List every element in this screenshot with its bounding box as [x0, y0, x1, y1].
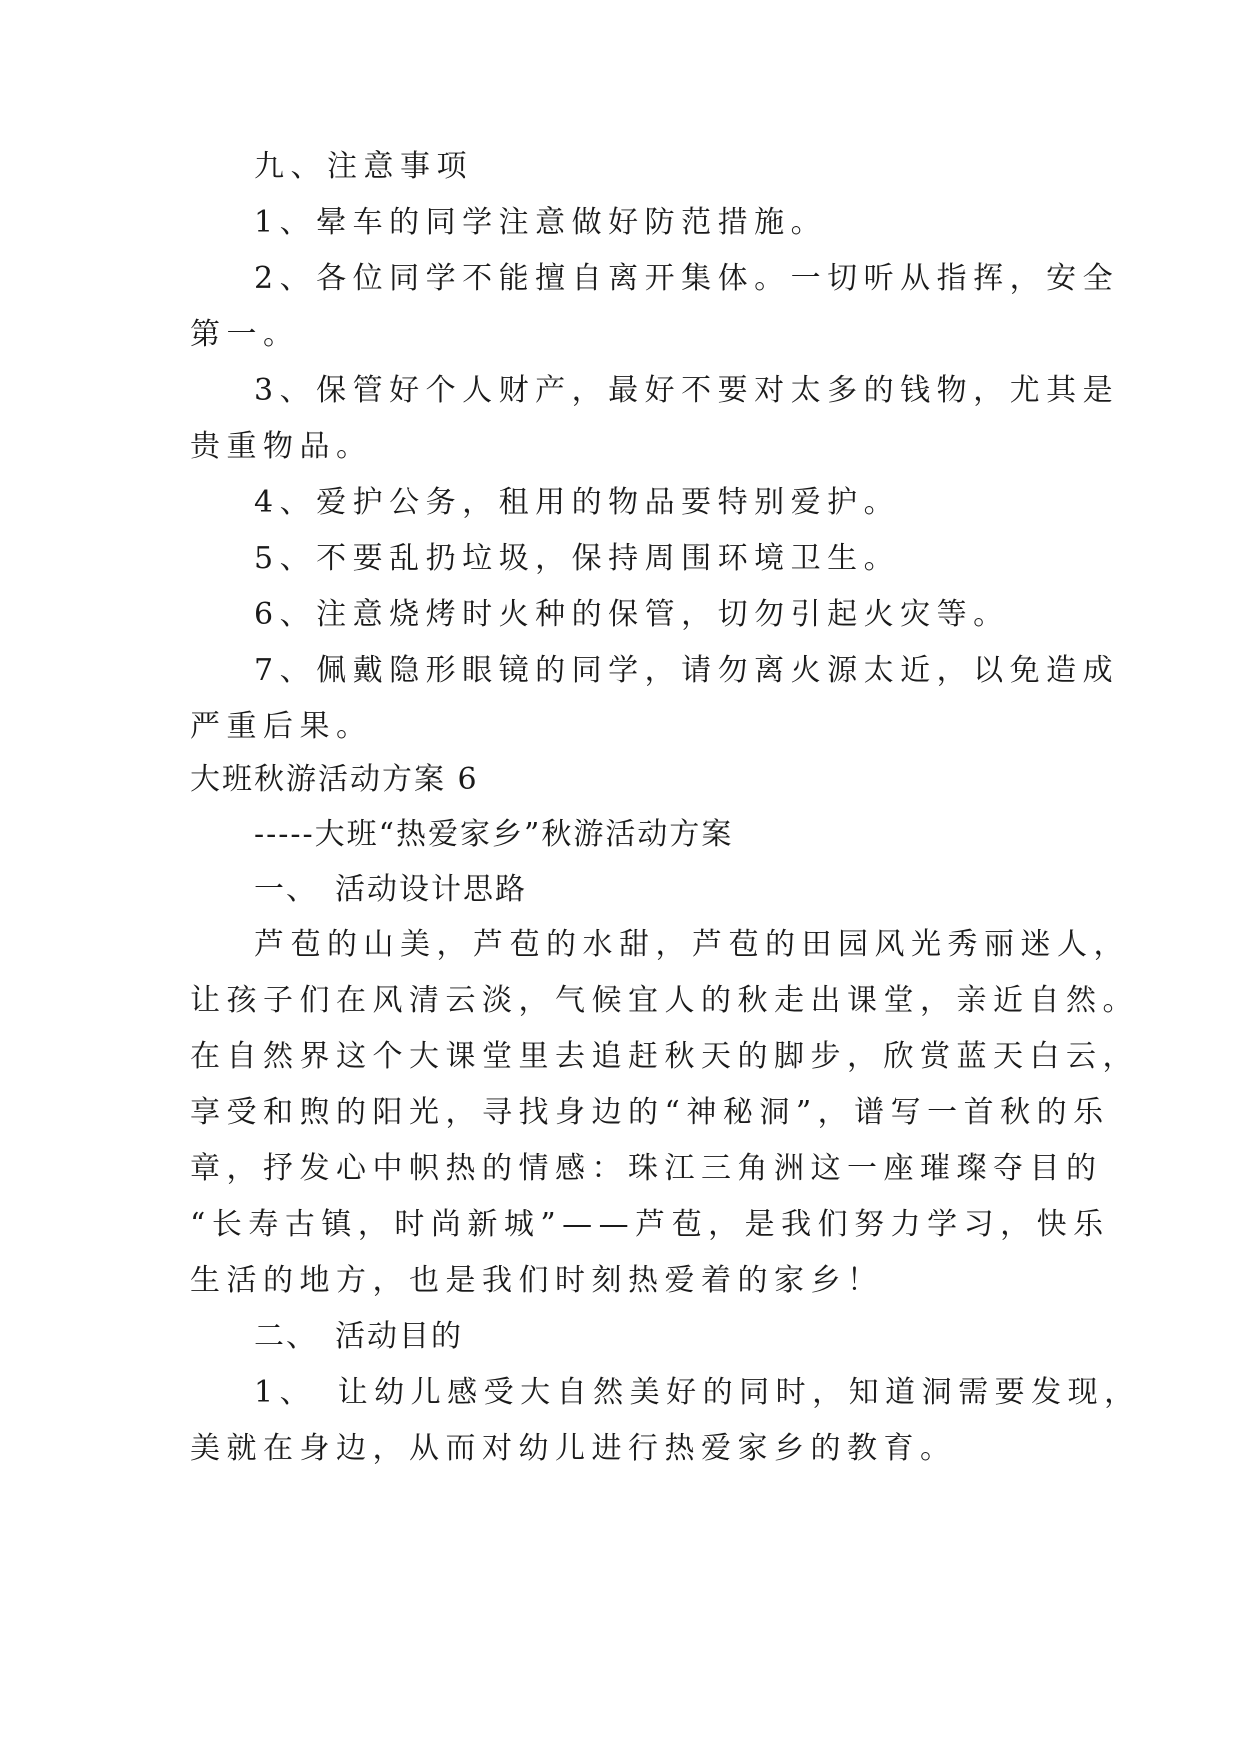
paragraph-line: 4、爱护公务，租用的物品要特别爱护。: [254, 485, 901, 520]
paragraph-line: 严重后果。: [190, 709, 373, 744]
section-heading-goals: 二、 活动目的: [254, 1319, 463, 1354]
document-subtitle: -----大班“热爱家乡”秋游活动方案: [254, 817, 734, 852]
paragraph-line: 让孩子们在风清云淡，气候宜人的秋走出课堂，亲近自然。: [190, 983, 1139, 1018]
paragraph-line: 1、 让幼儿感受大自然美好的同时，知道洞需要发现，: [254, 1375, 1141, 1410]
paragraph-line: 1、晕车的同学注意做好防范措施。: [254, 205, 828, 240]
paragraph-line: 第一。: [190, 317, 300, 352]
paragraph-line: 2、各位同学不能擅自离开集体。一切听从指挥，安全: [254, 261, 1120, 296]
section-heading-design: 一、 活动设计思路: [254, 872, 527, 907]
paragraph-line: “长寿古镇，时尚新城”——芦苞，是我们努力学习，快乐: [190, 1207, 1110, 1242]
section-heading-precautions: 九、注意事项: [254, 149, 473, 184]
paragraph-line: 7、佩戴隐形眼镜的同学，请勿离火源太近，以免造成: [254, 653, 1120, 688]
paragraph-line: 章，抒发心中帜热的情感：珠江三角洲这一座璀璨夺目的: [190, 1151, 1103, 1186]
paragraph-line: 美就在身边，从而对幼儿进行热爱家乡的教育。: [190, 1431, 957, 1466]
paragraph-line: 3、保管好个人财产，最好不要对太多的钱物，尤其是: [254, 373, 1120, 408]
paragraph-line: 在自然界这个大课堂里去追赶秋天的脚步，欣赏蓝天白云，: [190, 1039, 1139, 1074]
paragraph-line: 5、不要乱扔垃圾，保持周围环境卫生。: [254, 541, 901, 576]
document-title: 大班秋游活动方案 6: [190, 762, 479, 797]
paragraph-line: 芦苞的山美，芦苞的水甜，芦苞的田园风光秀丽迷人，: [254, 927, 1130, 962]
paragraph-line: 生活的地方，也是我们时刻热爱着的家乡！: [190, 1263, 884, 1298]
paragraph-line: 6、注意烧烤时火种的保管，切勿引起火灾等。: [254, 597, 1010, 632]
paragraph-line: 享受和煦的阳光，寻找身边的“神秘洞”，谱写一首秋的乐: [190, 1095, 1110, 1130]
paragraph-line: 贵重物品。: [190, 429, 373, 464]
